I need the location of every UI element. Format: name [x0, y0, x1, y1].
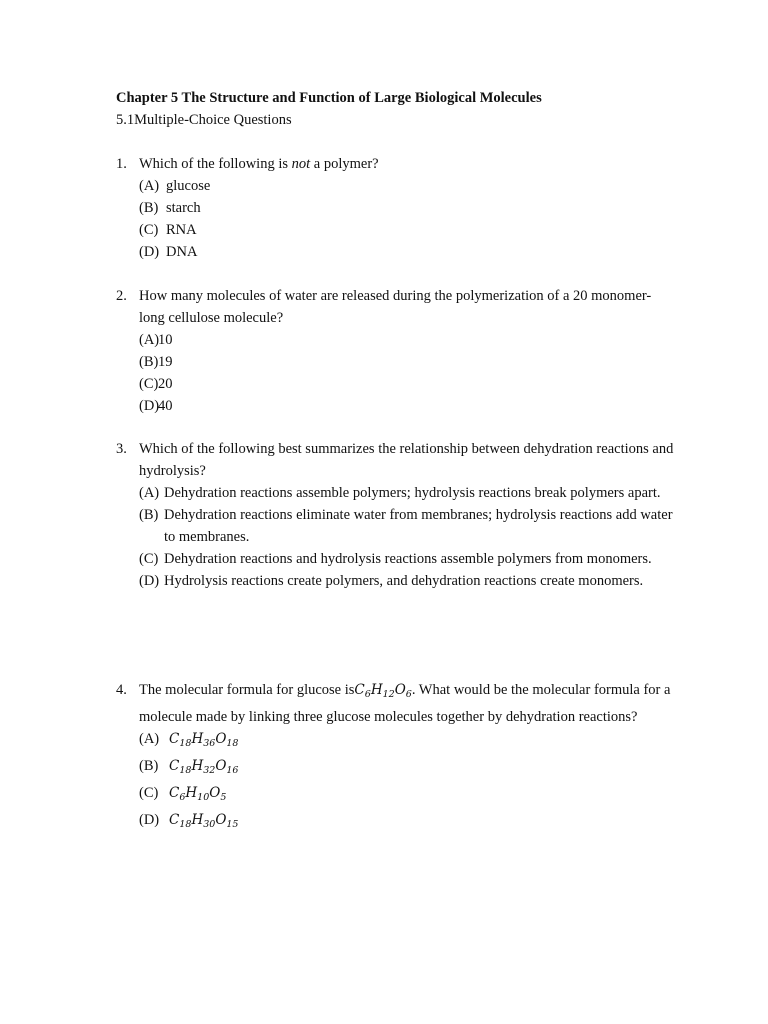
formula-subscript: 18 — [179, 765, 192, 776]
formula-element: H — [370, 682, 383, 698]
question-text-part: a polymer? — [310, 156, 379, 172]
choice-formula — [164, 728, 676, 755]
question-text-part: The molecular formula for glucose is — [139, 682, 355, 698]
choice-letter: (D) — [139, 244, 160, 260]
question-text: Which of the following best summarizes the relationship between dehydration reactions and hydrolysis? — [139, 441, 674, 479]
choice-letter: (B) — [139, 354, 159, 370]
choice-text: Hydrolysis reactions create polymers, and dehydration reactions create monomers. — [164, 573, 644, 589]
formula-subscript: 10 — [197, 792, 210, 803]
choice-text: Dehydration reactions eliminate water from membranes; hydrolysis reactions add water to membranes. — [164, 507, 673, 545]
choice-text: Dehydration reactions assemble polymers; hydrolysis reactions break polymers apart. — [164, 485, 661, 501]
choice-letter: (C) — [139, 551, 159, 567]
choice-letter: (B) — [139, 200, 159, 216]
question-4 — [116, 679, 676, 836]
choice-b — [116, 197, 676, 219]
question-text — [139, 153, 676, 175]
formula-subscript: 36 — [203, 738, 216, 749]
choice-text: 40 — [158, 398, 173, 414]
choice-c — [116, 219, 676, 241]
formula-element: O — [215, 731, 227, 747]
question-3 — [116, 438, 676, 592]
formula-subscript: 18 — [179, 738, 192, 749]
choice-letter: (A) — [139, 485, 160, 501]
formula-subscript: 16 — [226, 765, 239, 776]
choice-letter: (D) — [139, 398, 160, 414]
choice-d — [116, 241, 676, 263]
choice-formula — [164, 809, 676, 836]
choice-letter: (B) — [139, 758, 159, 774]
question-stem — [116, 285, 676, 329]
choice-letter: (C) — [139, 222, 159, 238]
chapter-title: Chapter 5 The Structure and Function of Large Biological Molecules — [116, 90, 542, 106]
choice-d — [116, 570, 676, 592]
choice-formula — [164, 782, 676, 809]
choice-letter: (A) — [139, 332, 160, 348]
choice-d — [116, 395, 676, 417]
choice-letter: (C) — [139, 785, 159, 801]
formula-element: O — [209, 785, 221, 801]
choice-formula — [164, 755, 676, 782]
question-number: 2. — [116, 288, 127, 304]
question-text — [139, 679, 676, 728]
formula-element: C — [169, 812, 180, 828]
choice-text: Dehydration reactions and hydrolysis reactions assemble polymers from monomers. — [164, 551, 652, 567]
question-number: 1. — [116, 156, 127, 172]
formula-element: C — [169, 758, 180, 774]
formula-subscript: 6 — [179, 792, 186, 803]
question-text: How many molecules of water are released during the polymerization of a 20 monomer-long cellulose molecule? — [139, 288, 652, 326]
formula-element: C — [169, 785, 180, 801]
choice-text: DNA — [166, 244, 198, 260]
choice-letter: (A) — [139, 178, 160, 194]
formula-subscript: 6 — [364, 689, 371, 700]
formula-element: C — [169, 731, 180, 747]
choice-c — [116, 548, 676, 570]
question-stem — [116, 153, 676, 175]
choice-d — [116, 809, 676, 836]
choice-b — [116, 504, 676, 548]
formula-element: O — [215, 812, 227, 828]
formula-subscript: 18 — [179, 819, 192, 830]
choice-text: 20 — [158, 376, 173, 392]
choice-letter: (D) — [139, 573, 160, 589]
choice-a — [116, 482, 676, 504]
section-title: 5.1Multiple-Choice Questions — [116, 112, 292, 128]
choice-text: glucose — [166, 178, 211, 194]
formula-element: H — [191, 731, 204, 747]
choice-letter: (D) — [139, 812, 160, 828]
formula-subscript: 32 — [203, 765, 216, 776]
question-number: 4. — [116, 682, 127, 698]
formula-subscript: 30 — [203, 819, 216, 830]
formula-subscript: 5 — [220, 792, 227, 803]
question-1 — [116, 153, 676, 263]
formula-element: H — [185, 785, 198, 801]
choice-c — [116, 782, 676, 809]
formula-element: O — [394, 682, 406, 698]
question-text-part: Which of the following is — [139, 156, 292, 172]
question-text-part: . What would be the molecular formula for a molecule made by linking three glucose molecules together by dehydration reactions? — [139, 682, 671, 725]
formula-element: H — [191, 758, 204, 774]
choice-a — [116, 175, 676, 197]
formula-subscript: 18 — [226, 738, 239, 749]
choice-letter: (C) — [139, 376, 159, 392]
choice-a — [116, 728, 676, 755]
choice-letter: (A) — [139, 731, 160, 747]
question-stem — [116, 679, 676, 728]
formula-element: H — [191, 812, 204, 828]
choice-letter: (B) — [139, 507, 159, 523]
formula-subscript: 6 — [405, 689, 412, 700]
choice-b — [116, 755, 676, 782]
choice-c — [116, 373, 676, 395]
choice-a — [116, 329, 676, 351]
formula-element: O — [215, 758, 227, 774]
choice-text: 10 — [158, 332, 173, 348]
question-stem — [116, 438, 676, 482]
choice-b — [116, 351, 676, 373]
question-2 — [116, 285, 676, 417]
question-text-emphasis: not — [291, 156, 311, 172]
choice-text: RNA — [166, 222, 197, 238]
formula-subscript: 12 — [382, 689, 395, 700]
question-number: 3. — [116, 441, 127, 457]
formula-subscript: 15 — [226, 819, 239, 830]
choice-text: 19 — [158, 354, 173, 370]
choice-text: starch — [166, 200, 201, 216]
formula-element: C — [354, 682, 365, 698]
glucose-formula — [354, 682, 411, 698]
